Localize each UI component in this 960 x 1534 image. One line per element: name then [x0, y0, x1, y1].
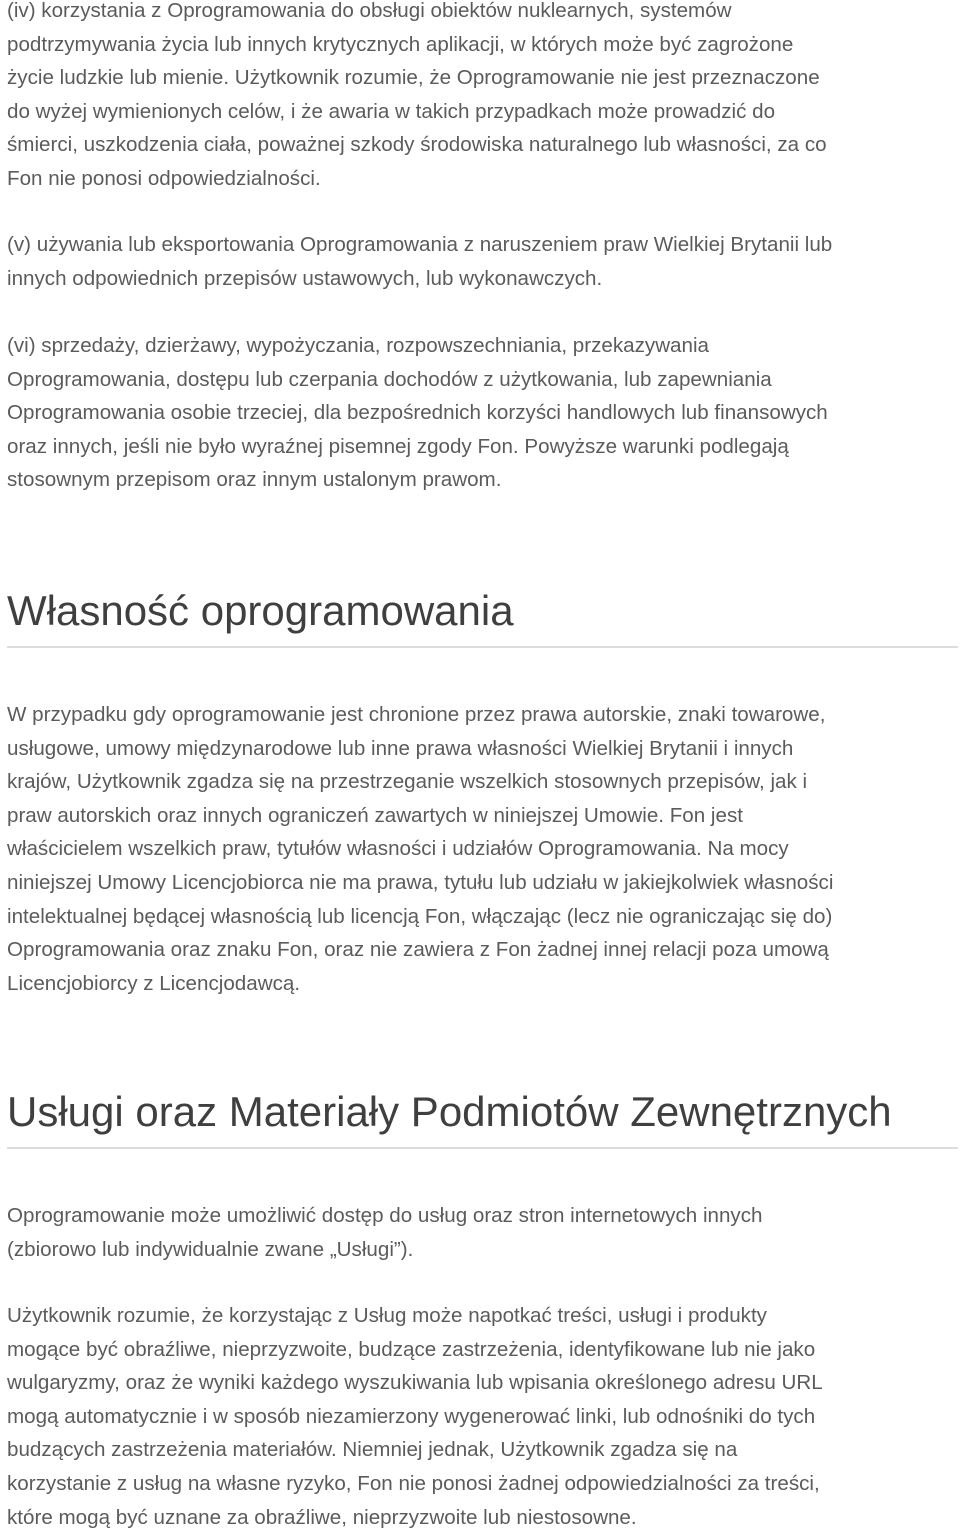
- text-line: budzących zastrzeżenia materiałów. Niemniej jednak, Użytkownik zgadza się na: [7, 1438, 738, 1462]
- text-line: życie ludzkie lub mienie. Użytkownik rozumie, że Oprogramowanie nie jest przeznaczone: [7, 66, 820, 90]
- text-line: (iv) korzystania z Oprogramowania do obsługi obiektów nuklearnych, systemów: [7, 0, 732, 22]
- text-line: Użytkownik rozumie, że korzystając z Usług może napotkać treści, usługi i produkty: [7, 1304, 767, 1327]
- text-line: niniejszej Umowy Licencjobiorca nie ma prawa, tytułu lub udziału w jakiejkolwiek własności: [7, 870, 834, 894]
- paragraph-v: [7, 228, 832, 295]
- text-line: praw autorskich oraz innych ograniczeń zawartych w niniejszej Umowie. Fon jest: [7, 803, 743, 827]
- section-heading-third-party: Usługi oraz Materiały Podmiotów Zewnętrznych: [7, 1087, 958, 1149]
- text-line: Oprogramowania, dostępu lub czerpania dochodów z użytkowania, lub zapewniania: [7, 367, 772, 391]
- text-line: Oprogramowania osobie trzeciej, dla bezpośrednich korzyści handlowych lub finansowych: [7, 401, 828, 425]
- text-line: śmierci, uszkodzenia ciała, poważnej szkody środowiska naturalnego lub własności, za co: [7, 133, 827, 157]
- text-line: oraz innych, jeśli nie było wyraźnej pisemnej zgody Fon. Powyższe warunki podlegają: [7, 434, 789, 458]
- text-line: (v) używania lub eksportowania Oprogramowania z naruszeniem praw Wielkiej Brytanii lub: [7, 233, 833, 256]
- text-line: mogące być obraźliwe, nieprzyzwoite, budzące zastrzeżenia, identyfikowane lub nie jako: [7, 1337, 816, 1361]
- text-line: stosownym przepisom oraz innym ustalonym prawom.: [7, 468, 502, 492]
- text-line: które mogą być uznane za obraźliwe, nieprzyzwoite lub niestosowne.: [7, 1505, 637, 1529]
- text-line: Fon nie ponosi odpowiedzialności.: [7, 166, 321, 190]
- paragraph-third-party-1: [7, 1199, 762, 1266]
- text-line: do wyżej wymienionych celów, i że awaria w takich przypadkach może prowadzić do: [7, 99, 776, 123]
- text-line: intelektualnej będącej własnością lub licencją Fon, włączając (lecz nie ograniczając się do): [7, 904, 833, 928]
- text-line: wulgaryzmy, oraz że wyniki każdego wyszukiwania lub wpisania określonego adresu URL: [7, 1371, 823, 1395]
- text-line: mogą automatycznie i w sposób niezamierzony wygenerować linki, lub odnośniki do tych: [7, 1404, 816, 1428]
- text-line: korzystanie z usług na własne ryzyko, Fon nie ponosi żadnej odpowiedzialności za treści,: [7, 1471, 820, 1495]
- text-line: podtrzymywania życia lub innych krytycznych aplikacji, w których może być zagrożone: [7, 32, 794, 56]
- paragraph-ownership: [7, 698, 833, 1000]
- text-line: krajów, Użytkownik zgadza się na przestrzeganie wszelkich stosownych przepisów, jak i: [7, 770, 808, 794]
- text-line: Oprogramowanie może umożliwić dostęp do usług oraz stron internetowych innych: [7, 1204, 763, 1227]
- text-line: innych odpowiednich przepisów ustawowych, lub wykonawczych.: [7, 266, 603, 290]
- text-line: Licencjobiorcy z Licencjodawcą.: [7, 971, 301, 995]
- text-line: W przypadku gdy oprogramowanie jest chronione przez prawa autorskie, znaki towarowe,: [7, 703, 826, 726]
- text-line: (vi) sprzedaży, dzierżawy, wypożyczania, rozpowszechniania, przekazywania: [7, 334, 709, 357]
- paragraph-vi: [7, 329, 828, 497]
- text-line: (zbiorowo lub indywidualnie zwane „Usługi”).: [7, 1237, 414, 1261]
- text-line: usługowe, umowy międzynarodowe lub inne prawa własności Wielkiej Brytanii i innych: [7, 736, 794, 760]
- section-heading-ownership: Własność oprogramowania: [7, 586, 958, 648]
- paragraph-iv: [7, 0, 827, 196]
- paragraph-third-party-2: [7, 1299, 823, 1534]
- text-line: Oprogramowania oraz znaku Fon, oraz nie zawiera z Fon żadnej innej relacji poza umową: [7, 938, 829, 962]
- text-line: właścicielem wszelkich praw, tytułów własności i udziałów Oprogramowania. Na mocy: [7, 837, 789, 861]
